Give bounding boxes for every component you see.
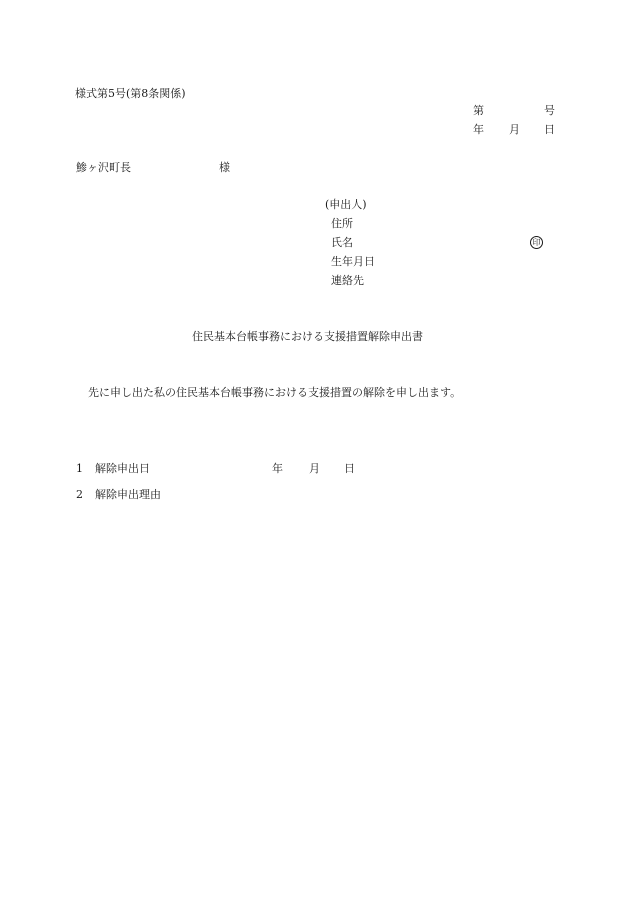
date-month-label: 月 [509, 123, 520, 136]
address-label: 住所 [331, 217, 353, 230]
contact-label: 連絡先 [331, 274, 364, 287]
item-1-day-label: 日 [344, 462, 355, 475]
item-1-number: 1 [76, 462, 83, 475]
body-text: 先に申し出た私の住民基本台帳事務における支援措置の解除を申し出ます。 [88, 386, 462, 399]
date-year-label: 年 [473, 123, 484, 136]
item-1-label: 解除申出日 [95, 462, 150, 475]
document-title: 住民基本台帳事務における支援措置解除申出書 [192, 330, 423, 343]
item-1-year-label: 年 [272, 462, 283, 475]
recipient-office: 鯵ヶ沢町長 [76, 161, 131, 174]
form-number: 様式第5号(第8条関係) [75, 87, 186, 100]
document-number-prefix: 第 [473, 104, 484, 117]
recipient-honorific: 様 [219, 161, 230, 174]
document-number-suffix: 号 [544, 104, 555, 117]
date-day-label: 日 [544, 123, 555, 136]
applicant-heading: (申出人) [325, 198, 367, 211]
name-label: 氏名 [331, 236, 353, 249]
item-2-label: 解除申出理由 [95, 488, 161, 501]
item-2-number: 2 [76, 488, 83, 501]
birthdate-label: 生年月日 [331, 255, 375, 268]
item-1-month-label: 月 [309, 462, 320, 475]
seal-mark: 印 [530, 236, 543, 249]
